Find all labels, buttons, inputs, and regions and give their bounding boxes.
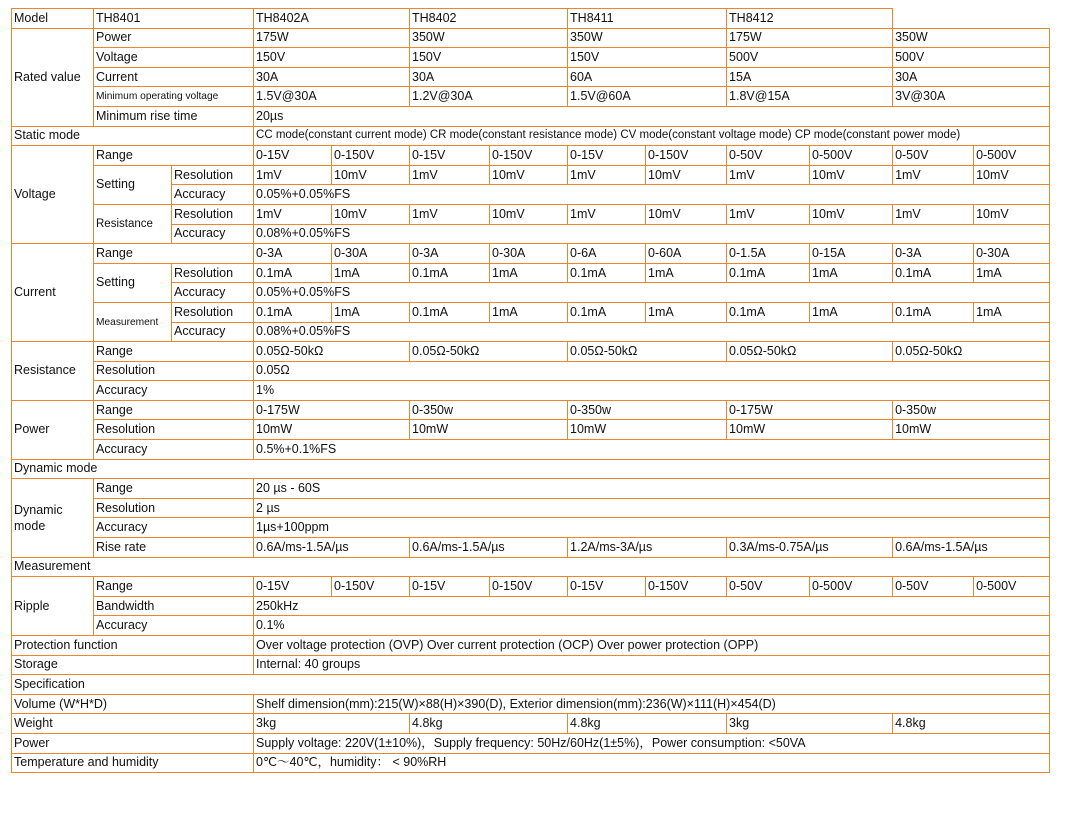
table-cell: 1mA bbox=[810, 302, 893, 322]
table-cell: 10mW bbox=[727, 420, 893, 440]
table-cell: 0-15V bbox=[410, 146, 490, 166]
table-cell: Dynamic mode bbox=[12, 459, 1050, 479]
table-cell: 10mV bbox=[974, 204, 1050, 224]
table-cell: 0-150V bbox=[646, 577, 727, 597]
table-cell: Internal: 40 groups bbox=[254, 655, 1050, 675]
table-row bbox=[12, 577, 1050, 597]
table-cell: Range bbox=[94, 479, 254, 499]
table-row bbox=[12, 459, 1050, 479]
table-cell: 30A bbox=[893, 67, 1050, 87]
table-cell: 1mV bbox=[893, 165, 974, 185]
table-cell: 0-500V bbox=[974, 146, 1050, 166]
table-cell: Measurement bbox=[94, 302, 172, 341]
table-cell: Accuracy bbox=[172, 283, 254, 303]
table-cell: Resistance bbox=[12, 342, 94, 401]
table-cell: Current bbox=[12, 244, 94, 342]
table-cell: 2 µs bbox=[254, 498, 1050, 518]
table-cell: 10mV bbox=[490, 204, 568, 224]
table-cell: 0-6A bbox=[568, 244, 646, 264]
table-cell: 0-15V bbox=[568, 146, 646, 166]
table-cell: 0-3A bbox=[254, 244, 332, 264]
table-cell: 0-350w bbox=[568, 400, 727, 420]
table-cell: 1mV bbox=[568, 165, 646, 185]
table-cell: 350W bbox=[893, 28, 1050, 48]
table-cell: 3kg bbox=[254, 714, 410, 734]
table-cell: Bandwidth bbox=[94, 596, 254, 616]
table-cell: 0.1mA bbox=[893, 263, 974, 283]
table-cell: 0-50V bbox=[893, 577, 974, 597]
table-cell: 0.3A/ms-0.75A/µs bbox=[727, 538, 893, 558]
table-cell: 0.1mA bbox=[254, 302, 332, 322]
table-cell: Accuracy bbox=[172, 224, 254, 244]
table-cell: Static mode bbox=[12, 126, 254, 146]
table-row bbox=[12, 9, 1050, 29]
table-cell: 0-350w bbox=[893, 400, 1050, 420]
table-cell: 1mV bbox=[727, 165, 810, 185]
table-cell: 0-3A bbox=[893, 244, 974, 264]
table-cell: 30A bbox=[410, 67, 568, 87]
table-cell: 0.05%+0.05%FS bbox=[254, 185, 1050, 205]
table-row bbox=[12, 479, 1050, 499]
table-cell: 0-500V bbox=[810, 146, 893, 166]
table-cell: 30A bbox=[254, 67, 410, 87]
table-cell: 1µs+100ppm bbox=[254, 518, 1050, 538]
table-cell: 1mA bbox=[646, 302, 727, 322]
table-cell: Accuracy bbox=[172, 185, 254, 205]
table-cell: 500V bbox=[893, 48, 1050, 68]
table-cell: 10mV bbox=[646, 165, 727, 185]
table-cell: Range bbox=[94, 342, 254, 362]
table-cell: 1.2A/ms-3A/µs bbox=[568, 538, 727, 558]
table-cell: 1mV bbox=[727, 204, 810, 224]
table-cell: 1mA bbox=[974, 302, 1050, 322]
table-cell: 350W bbox=[410, 28, 568, 48]
table-cell: 0-60A bbox=[646, 244, 727, 264]
table-cell: 0.05Ω bbox=[254, 361, 1050, 381]
table-cell: Shelf dimension(mm):215(W)×88(H)×390(D), Exterior dimension(mm):236(W)×111(H)×454(D) bbox=[254, 694, 1050, 714]
table-cell: 10mV bbox=[332, 204, 410, 224]
table-row bbox=[12, 126, 1050, 146]
table-cell: Minimum operating voltage bbox=[94, 87, 254, 107]
table-cell: Range bbox=[94, 400, 254, 420]
table-cell: 0.08%+0.05%FS bbox=[254, 224, 1050, 244]
table-cell: 1mA bbox=[490, 263, 568, 283]
table-cell: 0-150V bbox=[646, 146, 727, 166]
table-cell: 0-150V bbox=[332, 146, 410, 166]
table-cell: 0-30A bbox=[490, 244, 568, 264]
table-cell: Weight bbox=[12, 714, 254, 734]
table-row bbox=[12, 67, 1050, 87]
table-cell: TH8402A bbox=[254, 9, 410, 29]
table-row bbox=[12, 361, 1050, 381]
table-cell: 1mA bbox=[332, 302, 410, 322]
table-cell: TH8402 bbox=[410, 9, 568, 29]
table-cell: 1mA bbox=[490, 302, 568, 322]
table-row bbox=[12, 753, 1050, 773]
table-cell: 1.5V@30A bbox=[254, 87, 410, 107]
table-cell: 0-15V bbox=[254, 577, 332, 597]
table-cell: Measurement bbox=[12, 557, 1050, 577]
table-row bbox=[12, 714, 1050, 734]
table-cell: 1mV bbox=[254, 204, 332, 224]
table-cell: 1mA bbox=[646, 263, 727, 283]
table-cell: 0℃～40℃，humidity： < 90%RH bbox=[254, 753, 1050, 773]
table-cell: Resolution bbox=[94, 361, 254, 381]
table-cell: Over voltage protection (OVP) Over current protection (OCP) Over power protection (OPP) bbox=[254, 636, 1050, 656]
table-cell: 10mV bbox=[810, 204, 893, 224]
table-cell: 20µs bbox=[254, 106, 1050, 126]
table-cell: 0.1mA bbox=[568, 263, 646, 283]
table-cell: 0.05%+0.05%FS bbox=[254, 283, 1050, 303]
table-cell: Accuracy bbox=[94, 518, 254, 538]
table-row bbox=[12, 400, 1050, 420]
table-cell: Rise rate bbox=[94, 538, 254, 558]
table-cell: 0.1mA bbox=[410, 302, 490, 322]
table-row bbox=[12, 420, 1050, 440]
table-cell: 1% bbox=[254, 381, 1050, 401]
table-cell: 15A bbox=[727, 67, 893, 87]
table-cell: 4.8kg bbox=[568, 714, 727, 734]
table-cell: 0-150V bbox=[490, 577, 568, 597]
table-row bbox=[12, 244, 1050, 264]
table-cell: 0-15V bbox=[410, 577, 490, 597]
table-cell: Storage bbox=[12, 655, 254, 675]
spec-table bbox=[11, 8, 1050, 773]
table-cell: 0-50V bbox=[893, 146, 974, 166]
table-cell: 0.1% bbox=[254, 616, 1050, 636]
table-cell: 0-150V bbox=[332, 577, 410, 597]
table-cell: Resolution bbox=[172, 263, 254, 283]
table-cell: 60A bbox=[568, 67, 727, 87]
table-cell: Resolution bbox=[94, 498, 254, 518]
table-row bbox=[12, 596, 1050, 616]
table-cell: 0-15A bbox=[810, 244, 893, 264]
table-row bbox=[12, 694, 1050, 714]
table-row bbox=[12, 498, 1050, 518]
table-cell: Current bbox=[94, 67, 254, 87]
table-row bbox=[12, 165, 1050, 185]
table-cell: 1mV bbox=[893, 204, 974, 224]
table-cell: 0-50V bbox=[727, 577, 810, 597]
table-cell: TH8401 bbox=[94, 9, 254, 29]
table-cell: Range bbox=[94, 244, 254, 264]
table-cell: Dynamic mode bbox=[12, 479, 94, 557]
table-cell: 1mA bbox=[810, 263, 893, 283]
table-cell: 1mA bbox=[332, 263, 410, 283]
table-row bbox=[12, 381, 1050, 401]
table-cell: 1.8V@15A bbox=[727, 87, 893, 107]
table-cell: 10mW bbox=[254, 420, 410, 440]
table-cell: 10mV bbox=[490, 165, 568, 185]
table-cell: 0-350w bbox=[410, 400, 568, 420]
table-row bbox=[12, 557, 1050, 577]
table-cell: Setting bbox=[94, 263, 172, 302]
table-cell: 0.5%+0.1%FS bbox=[254, 440, 1050, 460]
table-cell: Accuracy bbox=[94, 616, 254, 636]
table-cell: 0.6A/ms-1.5A/µs bbox=[254, 538, 410, 558]
table-cell: 1mV bbox=[410, 204, 490, 224]
table-cell: 250kHz bbox=[254, 596, 1050, 616]
table-cell: 3kg bbox=[727, 714, 893, 734]
table-row bbox=[12, 263, 1050, 283]
table-row bbox=[12, 518, 1050, 538]
table-cell: 0.05Ω-50kΩ bbox=[727, 342, 893, 362]
table-cell: 1mV bbox=[568, 204, 646, 224]
table-cell: Power bbox=[94, 28, 254, 48]
table-cell: 0.1mA bbox=[727, 302, 810, 322]
table-row bbox=[12, 440, 1050, 460]
table-cell: 0.6A/ms-1.5A/µs bbox=[410, 538, 568, 558]
table-cell: 4.8kg bbox=[410, 714, 568, 734]
table-cell: 0-150V bbox=[490, 146, 568, 166]
table-cell: Resolution bbox=[172, 302, 254, 322]
table-cell: 500V bbox=[727, 48, 893, 68]
table-row bbox=[12, 616, 1050, 636]
table-cell: 20 µs - 60S bbox=[254, 479, 1050, 499]
table-cell: 1mA bbox=[974, 263, 1050, 283]
table-cell: 10mV bbox=[332, 165, 410, 185]
table-cell: 0.08%+0.05%FS bbox=[254, 322, 1050, 342]
table-cell: CC mode(constant current mode) CR mode(constant resistance mode) CV mode(constant voltage mode) CP mode(constant power mode) bbox=[254, 126, 1050, 146]
table-cell: TH8411 bbox=[568, 9, 727, 29]
table-cell: 0.1mA bbox=[727, 263, 810, 283]
table-cell: Power bbox=[12, 400, 94, 459]
table-row bbox=[12, 146, 1050, 166]
table-cell: Specification bbox=[12, 675, 1050, 695]
table-cell: 0-15V bbox=[568, 577, 646, 597]
table-row bbox=[12, 636, 1050, 656]
table-cell: 0.05Ω-50kΩ bbox=[410, 342, 568, 362]
table-cell: 175W bbox=[254, 28, 410, 48]
table-cell: 10mW bbox=[410, 420, 568, 440]
table-cell: Accuracy bbox=[94, 381, 254, 401]
table-cell: 0-175W bbox=[727, 400, 893, 420]
table-cell: 175W bbox=[727, 28, 893, 48]
table-cell: 10mV bbox=[646, 204, 727, 224]
table-cell: 10mV bbox=[974, 165, 1050, 185]
table-row bbox=[12, 655, 1050, 675]
table-cell: 0-50V bbox=[727, 146, 810, 166]
table-cell: 0.05Ω-50kΩ bbox=[568, 342, 727, 362]
table-cell: 150V bbox=[568, 48, 727, 68]
table-cell: Rated value bbox=[12, 28, 94, 126]
table-cell: 1mV bbox=[254, 165, 332, 185]
table-cell: 0-30A bbox=[974, 244, 1050, 264]
table-cell: 0.6A/ms-1.5A/µs bbox=[893, 538, 1050, 558]
table-cell: 1mV bbox=[410, 165, 490, 185]
table-row bbox=[12, 48, 1050, 68]
table-cell: 0-500V bbox=[974, 577, 1050, 597]
table-cell: 0.05Ω-50kΩ bbox=[893, 342, 1050, 362]
table-row bbox=[12, 538, 1050, 558]
table-cell: 0.1mA bbox=[410, 263, 490, 283]
table-cell: 0-30A bbox=[332, 244, 410, 264]
table-row bbox=[12, 106, 1050, 126]
table-cell: Supply voltage: 220V(1±10%)，Supply frequency: 50Hz/60Hz(1±5%)，Power consumption: <50VA bbox=[254, 733, 1050, 753]
table-cell: Voltage bbox=[12, 146, 94, 244]
table-cell: Resolution bbox=[172, 165, 254, 185]
table-cell: 4.8kg bbox=[893, 714, 1050, 734]
table-row bbox=[12, 28, 1050, 48]
table-cell: Voltage bbox=[94, 48, 254, 68]
table-cell: Power bbox=[12, 733, 254, 753]
table-cell: 150V bbox=[410, 48, 568, 68]
table-row bbox=[12, 342, 1050, 362]
table-cell: Accuracy bbox=[172, 322, 254, 342]
table-cell: 0-1.5A bbox=[727, 244, 810, 264]
table-cell: Ripple bbox=[12, 577, 94, 636]
table-row bbox=[12, 302, 1050, 322]
table-cell: Range bbox=[94, 577, 254, 597]
table-cell: Range bbox=[94, 146, 254, 166]
table-cell: Setting bbox=[94, 165, 172, 204]
table-cell: 0.1mA bbox=[893, 302, 974, 322]
table-row bbox=[12, 733, 1050, 753]
table-cell: Volume (W*H*D) bbox=[12, 694, 254, 714]
table-cell: 350W bbox=[568, 28, 727, 48]
table-cell: 10mV bbox=[810, 165, 893, 185]
table-row bbox=[12, 675, 1050, 695]
table-cell: Resolution bbox=[172, 204, 254, 224]
table-cell: 0.1mA bbox=[254, 263, 332, 283]
table-row bbox=[12, 204, 1050, 224]
table-cell: Resolution bbox=[94, 420, 254, 440]
table-cell: 0.1mA bbox=[568, 302, 646, 322]
table-cell: Protection function bbox=[12, 636, 254, 656]
table-cell: TH8412 bbox=[727, 9, 893, 29]
table-cell: 3V@30A bbox=[893, 87, 1050, 107]
table-cell: 0.05Ω-50kΩ bbox=[254, 342, 410, 362]
table-cell: 0-500V bbox=[810, 577, 893, 597]
table-cell: Minimum rise time bbox=[94, 106, 254, 126]
table-cell: 1.2V@30A bbox=[410, 87, 568, 107]
table-cell: 0-15V bbox=[254, 146, 332, 166]
table-cell: 1.5V@60A bbox=[568, 87, 727, 107]
table-cell: 0-175W bbox=[254, 400, 410, 420]
table-cell: Temperature and humidity bbox=[12, 753, 254, 773]
table-cell: Accuracy bbox=[94, 440, 254, 460]
table-cell: 10mW bbox=[893, 420, 1050, 440]
table-cell: 0-3A bbox=[410, 244, 490, 264]
table-row bbox=[12, 87, 1050, 107]
table-cell: 150V bbox=[254, 48, 410, 68]
table-cell: Model bbox=[12, 9, 94, 29]
table-cell: 10mW bbox=[568, 420, 727, 440]
table-cell: Resistance bbox=[94, 204, 172, 243]
